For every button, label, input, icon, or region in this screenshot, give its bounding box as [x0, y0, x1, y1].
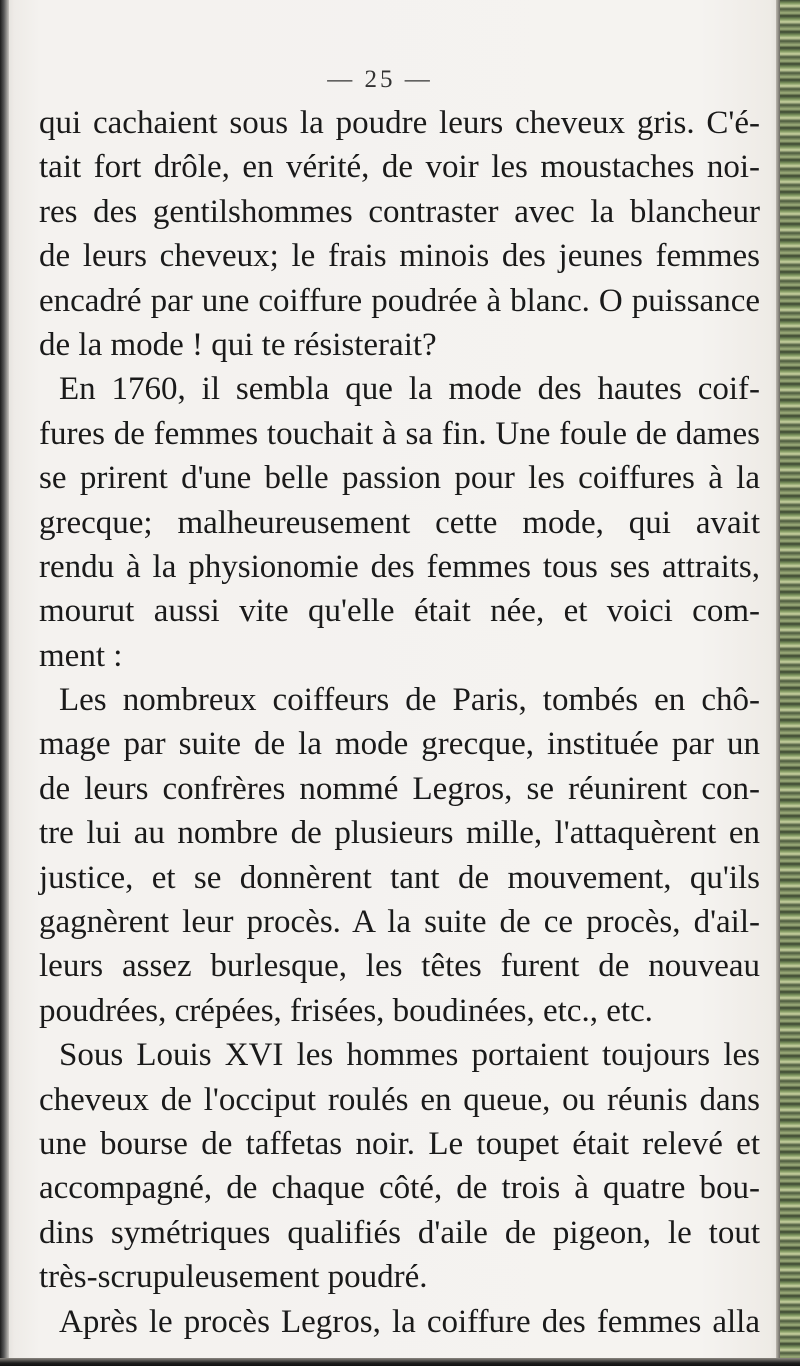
text-line: cheveux de l'occiput roulés en queue, ou réunis dans: [39, 1081, 760, 1118]
text-line: Les nombreux coiffeurs de Paris, tombés en chô-: [59, 682, 760, 719]
text-line: Sous Louis XVI les hommes portaient toujours les: [59, 1037, 760, 1074]
text-line: ment :: [39, 637, 123, 674]
text-line: mage par suite de la mode grecque, instituée par un: [39, 726, 760, 763]
text-line: Après le procès Legros, la coiffure des femmes alla: [59, 1303, 760, 1340]
text-line: de leurs confrères nommé Legros, se réunirent con-: [39, 770, 760, 807]
text-line: poudrées, crépées, frisées, boudinées, etc., etc.: [39, 992, 653, 1029]
text-line: se prirent d'une belle passion pour les coiffures à la: [39, 460, 760, 497]
text-line: tre lui au nombre de plusieurs mille, l'attaquèrent en: [39, 815, 760, 852]
page-left-edge: [0, 0, 9, 1366]
page-bottom-edge: [0, 1358, 800, 1366]
text-line: de la mode ! qui te résisterait?: [39, 326, 437, 363]
text-line: de leurs cheveux; le frais minois des jeunes femmes: [39, 238, 760, 275]
page-number: — 25 —: [327, 66, 433, 93]
text-line: grecque; malheureusement cette mode, qui avait: [39, 504, 760, 541]
text-line: très-scrupuleusement poudré.: [39, 1259, 428, 1296]
text-line: qui cachaient sous la poudre leurs cheveux gris. C'é-: [39, 105, 760, 141]
text-line: justice, et se donnèrent tant de mouvement, qu'ils: [39, 859, 760, 896]
book-binding: [780, 0, 800, 1366]
text-line: En 1760, il sembla que la mode des hautes coif-: [59, 371, 760, 408]
text-line: fures de femmes touchait à sa fin. Une foule de dames: [39, 415, 760, 452]
text-line: mourut aussi vite qu'elle était née, et voici com-: [39, 593, 760, 630]
body-text: [39, 101, 760, 1344]
text-line: encadré par une coiffure poudrée à blanc. O puissance: [39, 282, 760, 319]
text-line: gagnèrent leur procès. A la suite de ce procès, d'ail-: [39, 904, 760, 941]
text-line: rendu à la physionomie des femmes tous ses attraits,: [39, 548, 760, 585]
text-line: dins symétriques qualifiés d'aile de pigeon, le tout: [39, 1214, 760, 1251]
text-line: res des gentilshommes contraster avec la blancheur: [39, 193, 760, 230]
text-line: leurs assez burlesque, les têtes furent de nouveau: [39, 948, 760, 985]
text-line: accompagné, de chaque côté, de trois à quatre bou-: [39, 1170, 760, 1207]
text-line: une bourse de taffetas noir. Le toupet était relevé et: [39, 1125, 760, 1162]
text-line: tait fort drôle, en vérité, de voir les moustaches noi-: [39, 149, 760, 186]
